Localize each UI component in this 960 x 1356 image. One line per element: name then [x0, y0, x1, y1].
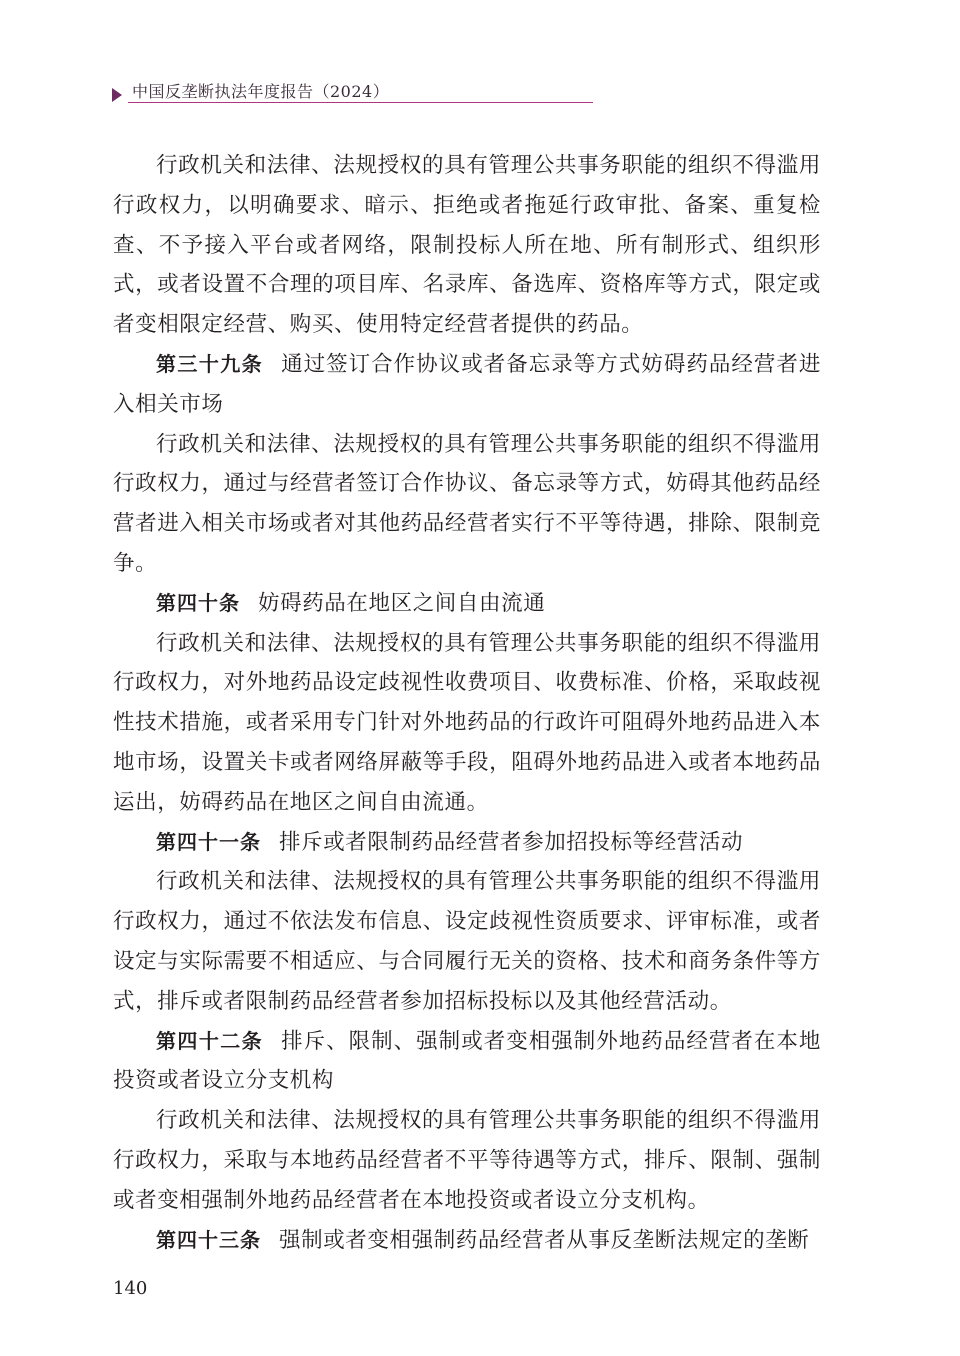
- article-title: 排斥或者限制药品经营者参加招投标等经营活动: [279, 829, 744, 855]
- paragraph: 行政机关和法律、法规授权的具有管理公共事务职能的组织不得滥用行政权力，对外地药品设定歧视性收费项目、收费标准、价格，采取歧视性技术措施，或者采用专门针对外地药品的行政许可阻碍外地药品进入本地市场，设置关卡或者网络屏蔽等手段，阻碍外地药品进入或者本地药品运出，妨碍药品在地区之间自由流通。: [113, 630, 821, 815]
- body-text: [113, 146, 821, 1260]
- article-heading: [113, 823, 821, 863]
- article-heading: [113, 1221, 821, 1261]
- article-number: 第四十三条: [156, 1227, 261, 1252]
- running-header: [112, 78, 582, 102]
- article-heading: [113, 1022, 821, 1102]
- report-title: 中国反垄断执法年度报告（2024）: [132, 82, 390, 101]
- article-title: 妨碍药品在地区之间自由流通: [258, 590, 546, 616]
- article-number: 第四十条: [156, 590, 240, 615]
- header-triangle-marker: [112, 88, 122, 102]
- article-heading: [113, 584, 821, 624]
- article-number: 第四十二条: [156, 1028, 264, 1053]
- article-number: 第三十九条: [156, 351, 264, 376]
- header-rule: [128, 102, 593, 103]
- paragraph: 行政机关和法律、法规授权的具有管理公共事务职能的组织不得滥用行政权力，通过与经营者签订合作协议、备忘录等方式，妨碍其他药品经营者进入相关市场或者对其他药品经营者实行不平等待遇，排除、限制竞争。: [113, 431, 821, 576]
- article-title: 通过签订合作协议或者备忘录等方式妨碍药品经营者进入相关市场: [113, 351, 822, 417]
- article-number: 第四十一条: [156, 829, 261, 854]
- article-title: 排斥、限制、强制或者变相强制外地药品经营者在本地投资或者设立分支机构: [113, 1028, 822, 1094]
- paragraph: 行政机关和法律、法规授权的具有管理公共事务职能的组织不得滥用行政权力，采取与本地药品经营者不平等待遇等方式，排斥、限制、强制或者变相强制外地药品经营者在本地投资或者设立分支机构。: [113, 1108, 821, 1213]
- article-title: 强制或者变相强制药品经营者从事反垄断法规定的垄断: [279, 1227, 810, 1253]
- paragraph: 行政机关和法律、法规授权的具有管理公共事务职能的组织不得滥用行政权力，通过不依法发布信息、设定歧视性资质要求、评审标准，或者设定与实际需要不相适应、与合同履行无关的资格、技术和商务条件等方式，排斥或者限制药品经营者参加招标投标以及其他经营活动。: [113, 869, 821, 1014]
- paragraph: 行政机关和法律、法规授权的具有管理公共事务职能的组织不得滥用行政权力，以明确要求、暗示、拒绝或者拖延行政审批、备案、重复检查、不予接入平台或者网络，限制投标人所在地、所有制形式、组织形式，或者设置不合理的项目库、名录库、备选库、资格库等方式，限定或者变相限定经营、购买、使用特定经营者提供的药品。: [113, 153, 821, 338]
- article-heading: [113, 345, 821, 425]
- page-number: 140: [113, 1278, 148, 1299]
